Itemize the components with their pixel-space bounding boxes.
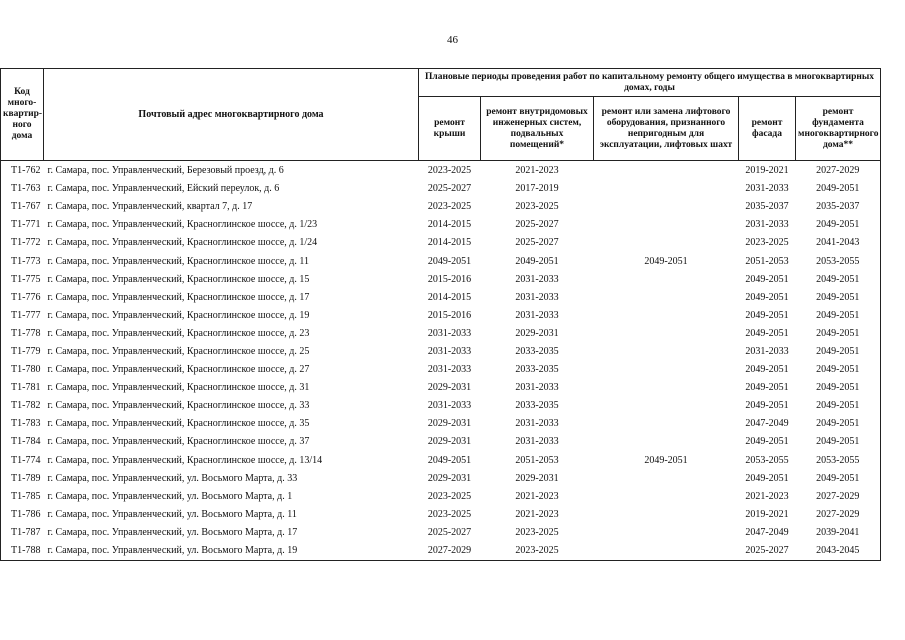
cell-roof: 2029-2031 xyxy=(427,472,472,484)
cell-systems: 2033-2035 xyxy=(515,400,559,412)
table-row xyxy=(1,289,881,307)
cell-roof: 2015-2016 xyxy=(427,273,472,285)
cell-address: г. Самара, пос. Управленческий, Красноглинское шоссе, д. 25 xyxy=(47,345,310,357)
cell-address: г. Самара, пос. Управленческий, Красноглинское шоссе, д. 27 xyxy=(47,364,310,376)
cell-systems: 2051-2053 xyxy=(515,454,559,466)
cell-code: Т1-777 xyxy=(1,307,44,325)
cell-code: Т1-787 xyxy=(1,524,44,542)
cell-systems: 2017-2019 xyxy=(515,183,559,195)
cell-foundation: 2043-2045 xyxy=(796,542,881,561)
table-row xyxy=(1,542,881,561)
cell-roof: 2031-2033 xyxy=(427,327,472,339)
table-row xyxy=(1,415,881,433)
cell-facade: 2049-2051 xyxy=(745,327,789,339)
cell-systems: 2023-2025 xyxy=(515,526,559,538)
table-row xyxy=(1,216,881,234)
table-row xyxy=(1,379,881,397)
cell-systems: 2033-2035 xyxy=(515,345,559,357)
cell-address: г. Самара, пос. Управленческий, Красноглинское шоссе, д. 1/24 xyxy=(47,237,318,249)
cell-roof: 2049-2051 xyxy=(427,255,472,267)
cell-roof: 2031-2033 xyxy=(427,400,472,412)
cell-foundation: 2049-2051 xyxy=(796,307,881,325)
capital-repair-table xyxy=(0,68,881,561)
cell-facade: 2049-2051 xyxy=(745,382,789,394)
table-row xyxy=(1,198,881,216)
cell-lift xyxy=(594,234,739,252)
cell-address: г. Самара, пос. Управленческий, Красноглинское шоссе, д. 13/14 xyxy=(47,454,323,466)
cell-facade: 2031-2033 xyxy=(745,183,789,195)
cell-foundation: 2049-2051 xyxy=(796,415,881,433)
cell-systems: 2031-2033 xyxy=(515,436,559,448)
cell-facade: 2049-2051 xyxy=(745,273,789,285)
cell-facade: 2021-2023 xyxy=(745,490,789,502)
cell-address: г. Самара, пос. Управленческий, Красноглинское шоссе, д. 15 xyxy=(47,273,310,285)
cell-facade: 2031-2033 xyxy=(745,219,789,231)
cell-code: Т1-767 xyxy=(1,198,44,216)
cell-facade: 2049-2051 xyxy=(745,436,789,448)
cell-code: Т1-774 xyxy=(1,452,44,470)
cell-foundation: 2027-2029 xyxy=(796,161,881,181)
table-row xyxy=(1,506,881,524)
cell-facade: 2047-2049 xyxy=(745,418,789,430)
cell-address: г. Самара, пос. Управленческий, Красноглинское шоссе, д. 33 xyxy=(47,400,310,412)
cell-address: г. Самара, пос. Управленческий, Красноглинское шоссе, д. 11 xyxy=(47,255,309,267)
cell-address: г. Самара, пос. Управленческий, ул. Восьмого Марта, д. 11 xyxy=(47,508,297,520)
cell-roof: 2015-2016 xyxy=(427,309,472,321)
table-row xyxy=(1,325,881,343)
cell-code: Т1-772 xyxy=(1,234,44,252)
cell-address: г. Самара, пос. Управленческий, ул. Восьмого Марта, д. 33 xyxy=(47,472,298,484)
cell-address: г. Самара, пос. Управленческий, Красноглинское шоссе, д. 1/23 xyxy=(47,219,318,231)
cell-address: г. Самара, пос. Управленческий, Красноглинское шоссе, д. 17 xyxy=(47,291,310,303)
table-row xyxy=(1,470,881,488)
table-row xyxy=(1,307,881,325)
cell-roof: 2025-2027 xyxy=(427,526,472,538)
cell-roof: 2025-2027 xyxy=(427,183,472,195)
cell-systems: 2021-2023 xyxy=(515,508,559,520)
table-row xyxy=(1,180,881,198)
cell-code: Т1-780 xyxy=(1,361,44,379)
cell-facade: 2019-2021 xyxy=(745,165,789,177)
table-row xyxy=(1,524,881,542)
cell-code: Т1-773 xyxy=(1,252,44,270)
cell-foundation: 2049-2051 xyxy=(796,433,881,451)
cell-code: Т1-783 xyxy=(1,415,44,433)
cell-address: г. Самара, пос. Управленческий, ул. Восьмого Марта, д. 19 xyxy=(44,542,419,561)
cell-foundation: 2049-2051 xyxy=(796,216,881,234)
cell-foundation: 2049-2051 xyxy=(796,325,881,343)
cell-code: Т1-771 xyxy=(1,216,44,234)
cell-foundation: 2049-2051 xyxy=(796,343,881,361)
cell-facade: 2049-2051 xyxy=(745,364,789,376)
table-row xyxy=(1,343,881,361)
cell-code: Т1-788 xyxy=(1,542,44,561)
cell-code: Т1-781 xyxy=(1,379,44,397)
header-foundation: ремонт фундамента многоквартирного дома** xyxy=(796,97,881,161)
cell-roof: 2031-2033 xyxy=(427,345,472,357)
cell-code: Т1-782 xyxy=(1,397,44,415)
cell-foundation: 2035-2037 xyxy=(796,198,881,216)
cell-systems: 2031-2033 xyxy=(515,291,559,303)
cell-foundation: 2053-2055 xyxy=(796,252,881,270)
table-row xyxy=(1,452,881,470)
cell-systems: 2029-2031 xyxy=(515,472,559,484)
cell-facade: 2051-2053 xyxy=(745,255,789,267)
cell-foundation: 2027-2029 xyxy=(796,506,881,524)
cell-roof: 2029-2031 xyxy=(427,436,472,448)
cell-roof: 2023-2025 xyxy=(427,490,472,502)
cell-address: г. Самара, пос. Управленческий, Ейский переулок, д. 6 xyxy=(47,183,280,195)
header-systems: ремонт внутридомовых инженерных систем, подвальных помещений* xyxy=(481,97,594,161)
cell-code: Т1-786 xyxy=(1,506,44,524)
cell-systems: 2031-2033 xyxy=(515,309,559,321)
cell-systems: 2025-2027 xyxy=(515,219,559,231)
cell-roof: 2023-2025 xyxy=(427,201,472,213)
cell-facade: 2023-2025 xyxy=(745,237,789,249)
cell-facade: 2019-2021 xyxy=(745,508,789,520)
cell-address: г. Самара, пос. Управленческий, квартал 7, д. 17 xyxy=(47,201,253,213)
cell-lift xyxy=(594,379,739,397)
page-number: 46 xyxy=(447,34,458,46)
cell-lift xyxy=(594,216,739,234)
cell-code: Т1-779 xyxy=(1,343,44,361)
cell-address: г. Самара, пос. Управленческий, Красноглинское шоссе, д. 19 xyxy=(47,309,310,321)
cell-code: Т1-763 xyxy=(1,180,44,198)
cell-roof: 2049-2051 xyxy=(427,454,472,466)
cell-lift xyxy=(594,361,739,379)
cell-code: Т1-778 xyxy=(1,325,44,343)
cell-roof: 2014-2015 xyxy=(427,237,472,249)
cell-systems: 2023-2025 xyxy=(515,201,559,213)
header-planned-periods: Плановые периоды проведения работ по капитальному ремонту общего имущества в многоквартирных домах, годы xyxy=(419,69,881,97)
cell-foundation: 2049-2051 xyxy=(796,397,881,415)
cell-foundation: 2041-2043 xyxy=(796,234,881,252)
cell-systems: 2031-2033 xyxy=(515,418,559,430)
cell-facade: 2049-2051 xyxy=(745,291,789,303)
cell-facade: 2025-2027 xyxy=(739,542,796,561)
cell-foundation: 2053-2055 xyxy=(796,452,881,470)
cell-lift xyxy=(594,506,739,524)
table-row xyxy=(1,397,881,415)
cell-facade: 2031-2033 xyxy=(745,345,789,357)
cell-lift xyxy=(594,488,739,506)
cell-lift xyxy=(594,542,739,561)
header-address: Почтовый адрес многоквартирного дома xyxy=(44,69,419,161)
header-lift: ремонт или замена лифтового оборудования, признанного непригодным для эксплуатации, лифтовых шахт xyxy=(594,97,739,161)
cell-code: Т1-762 xyxy=(1,161,44,181)
cell-lift xyxy=(594,325,739,343)
cell-roof: 2023-2025 xyxy=(427,165,472,177)
cell-foundation: 2049-2051 xyxy=(796,470,881,488)
header-facade: ремонт фасада xyxy=(739,97,796,161)
table-row xyxy=(1,252,881,270)
cell-facade: 2049-2051 xyxy=(745,309,789,321)
cell-roof: 2029-2031 xyxy=(427,382,472,394)
cell-lift xyxy=(594,524,739,542)
cell-systems: 2023-2025 xyxy=(481,542,594,561)
cell-address: г. Самара, пос. Управленческий, Березовый проезд, д. 6 xyxy=(47,165,284,177)
table-row xyxy=(1,361,881,379)
cell-foundation: 2049-2051 xyxy=(796,379,881,397)
table-header xyxy=(1,69,881,161)
cell-facade: 2035-2037 xyxy=(745,201,789,213)
header-code: Код много-квартир-ного дома xyxy=(1,69,44,161)
cell-address: г. Самара, пос. Управленческий, Красноглинское шоссе, д. 35 xyxy=(47,418,310,430)
cell-systems: 2021-2023 xyxy=(515,165,559,177)
cell-lift xyxy=(594,198,739,216)
cell-lift xyxy=(594,433,739,451)
cell-systems: 2031-2033 xyxy=(515,382,559,394)
table-row xyxy=(1,488,881,506)
cell-roof: 2029-2031 xyxy=(427,418,472,430)
header-roof: ремонт крыши xyxy=(419,97,481,161)
cell-lift: 2049-2051 xyxy=(644,255,688,267)
cell-address: г. Самара, пос. Управленческий, Красноглинское шоссе, д. 37 xyxy=(47,436,310,448)
cell-roof: 2023-2025 xyxy=(427,508,472,520)
cell-lift xyxy=(594,415,739,433)
cell-roof: 2014-2015 xyxy=(427,219,472,231)
cell-facade: 2053-2055 xyxy=(745,454,789,466)
cell-code: Т1-784 xyxy=(1,433,44,451)
cell-lift xyxy=(594,180,739,198)
cell-code: Т1-785 xyxy=(1,488,44,506)
cell-facade: 2049-2051 xyxy=(745,400,789,412)
cell-systems: 2021-2023 xyxy=(515,490,559,502)
cell-lift xyxy=(594,161,739,181)
cell-foundation: 2049-2051 xyxy=(796,289,881,307)
table-body xyxy=(1,161,881,561)
cell-roof: 2014-2015 xyxy=(427,291,472,303)
cell-foundation: 2039-2041 xyxy=(796,524,881,542)
cell-foundation: 2049-2051 xyxy=(796,361,881,379)
cell-facade: 2047-2049 xyxy=(745,526,789,538)
cell-systems: 2031-2033 xyxy=(515,273,559,285)
table-row xyxy=(1,433,881,451)
cell-address: г. Самара, пос. Управленческий, ул. Восьмого Марта, д. 17 xyxy=(47,526,298,538)
cell-lift xyxy=(594,289,739,307)
cell-systems: 2025-2027 xyxy=(515,237,559,249)
table-row xyxy=(1,161,881,181)
cell-facade: 2049-2051 xyxy=(745,472,789,484)
cell-roof: 2027-2029 xyxy=(419,542,481,561)
cell-code: Т1-776 xyxy=(1,289,44,307)
cell-systems: 2029-2031 xyxy=(515,327,559,339)
cell-lift xyxy=(594,343,739,361)
cell-systems: 2049-2051 xyxy=(515,255,559,267)
table-row xyxy=(1,271,881,289)
cell-roof: 2031-2033 xyxy=(427,364,472,376)
cell-lift xyxy=(594,307,739,325)
cell-code: Т1-789 xyxy=(1,470,44,488)
cell-lift xyxy=(594,470,739,488)
cell-lift: 2049-2051 xyxy=(644,454,688,466)
cell-foundation: 2027-2029 xyxy=(796,488,881,506)
cell-address: г. Самара, пос. Управленческий, Красноглинское шоссе, д. 31 xyxy=(47,382,310,394)
cell-address: г. Самара, пос. Управленческий, Красноглинское шоссе, д. 23 xyxy=(47,327,310,339)
cell-systems: 2033-2035 xyxy=(515,364,559,376)
cell-address: г. Самара, пос. Управленческий, ул. Восьмого Марта, д. 1 xyxy=(47,490,293,502)
cell-lift xyxy=(594,271,739,289)
cell-lift xyxy=(594,397,739,415)
cell-foundation: 2049-2051 xyxy=(796,180,881,198)
cell-foundation: 2049-2051 xyxy=(796,271,881,289)
cell-code: Т1-775 xyxy=(1,271,44,289)
table-row xyxy=(1,234,881,252)
